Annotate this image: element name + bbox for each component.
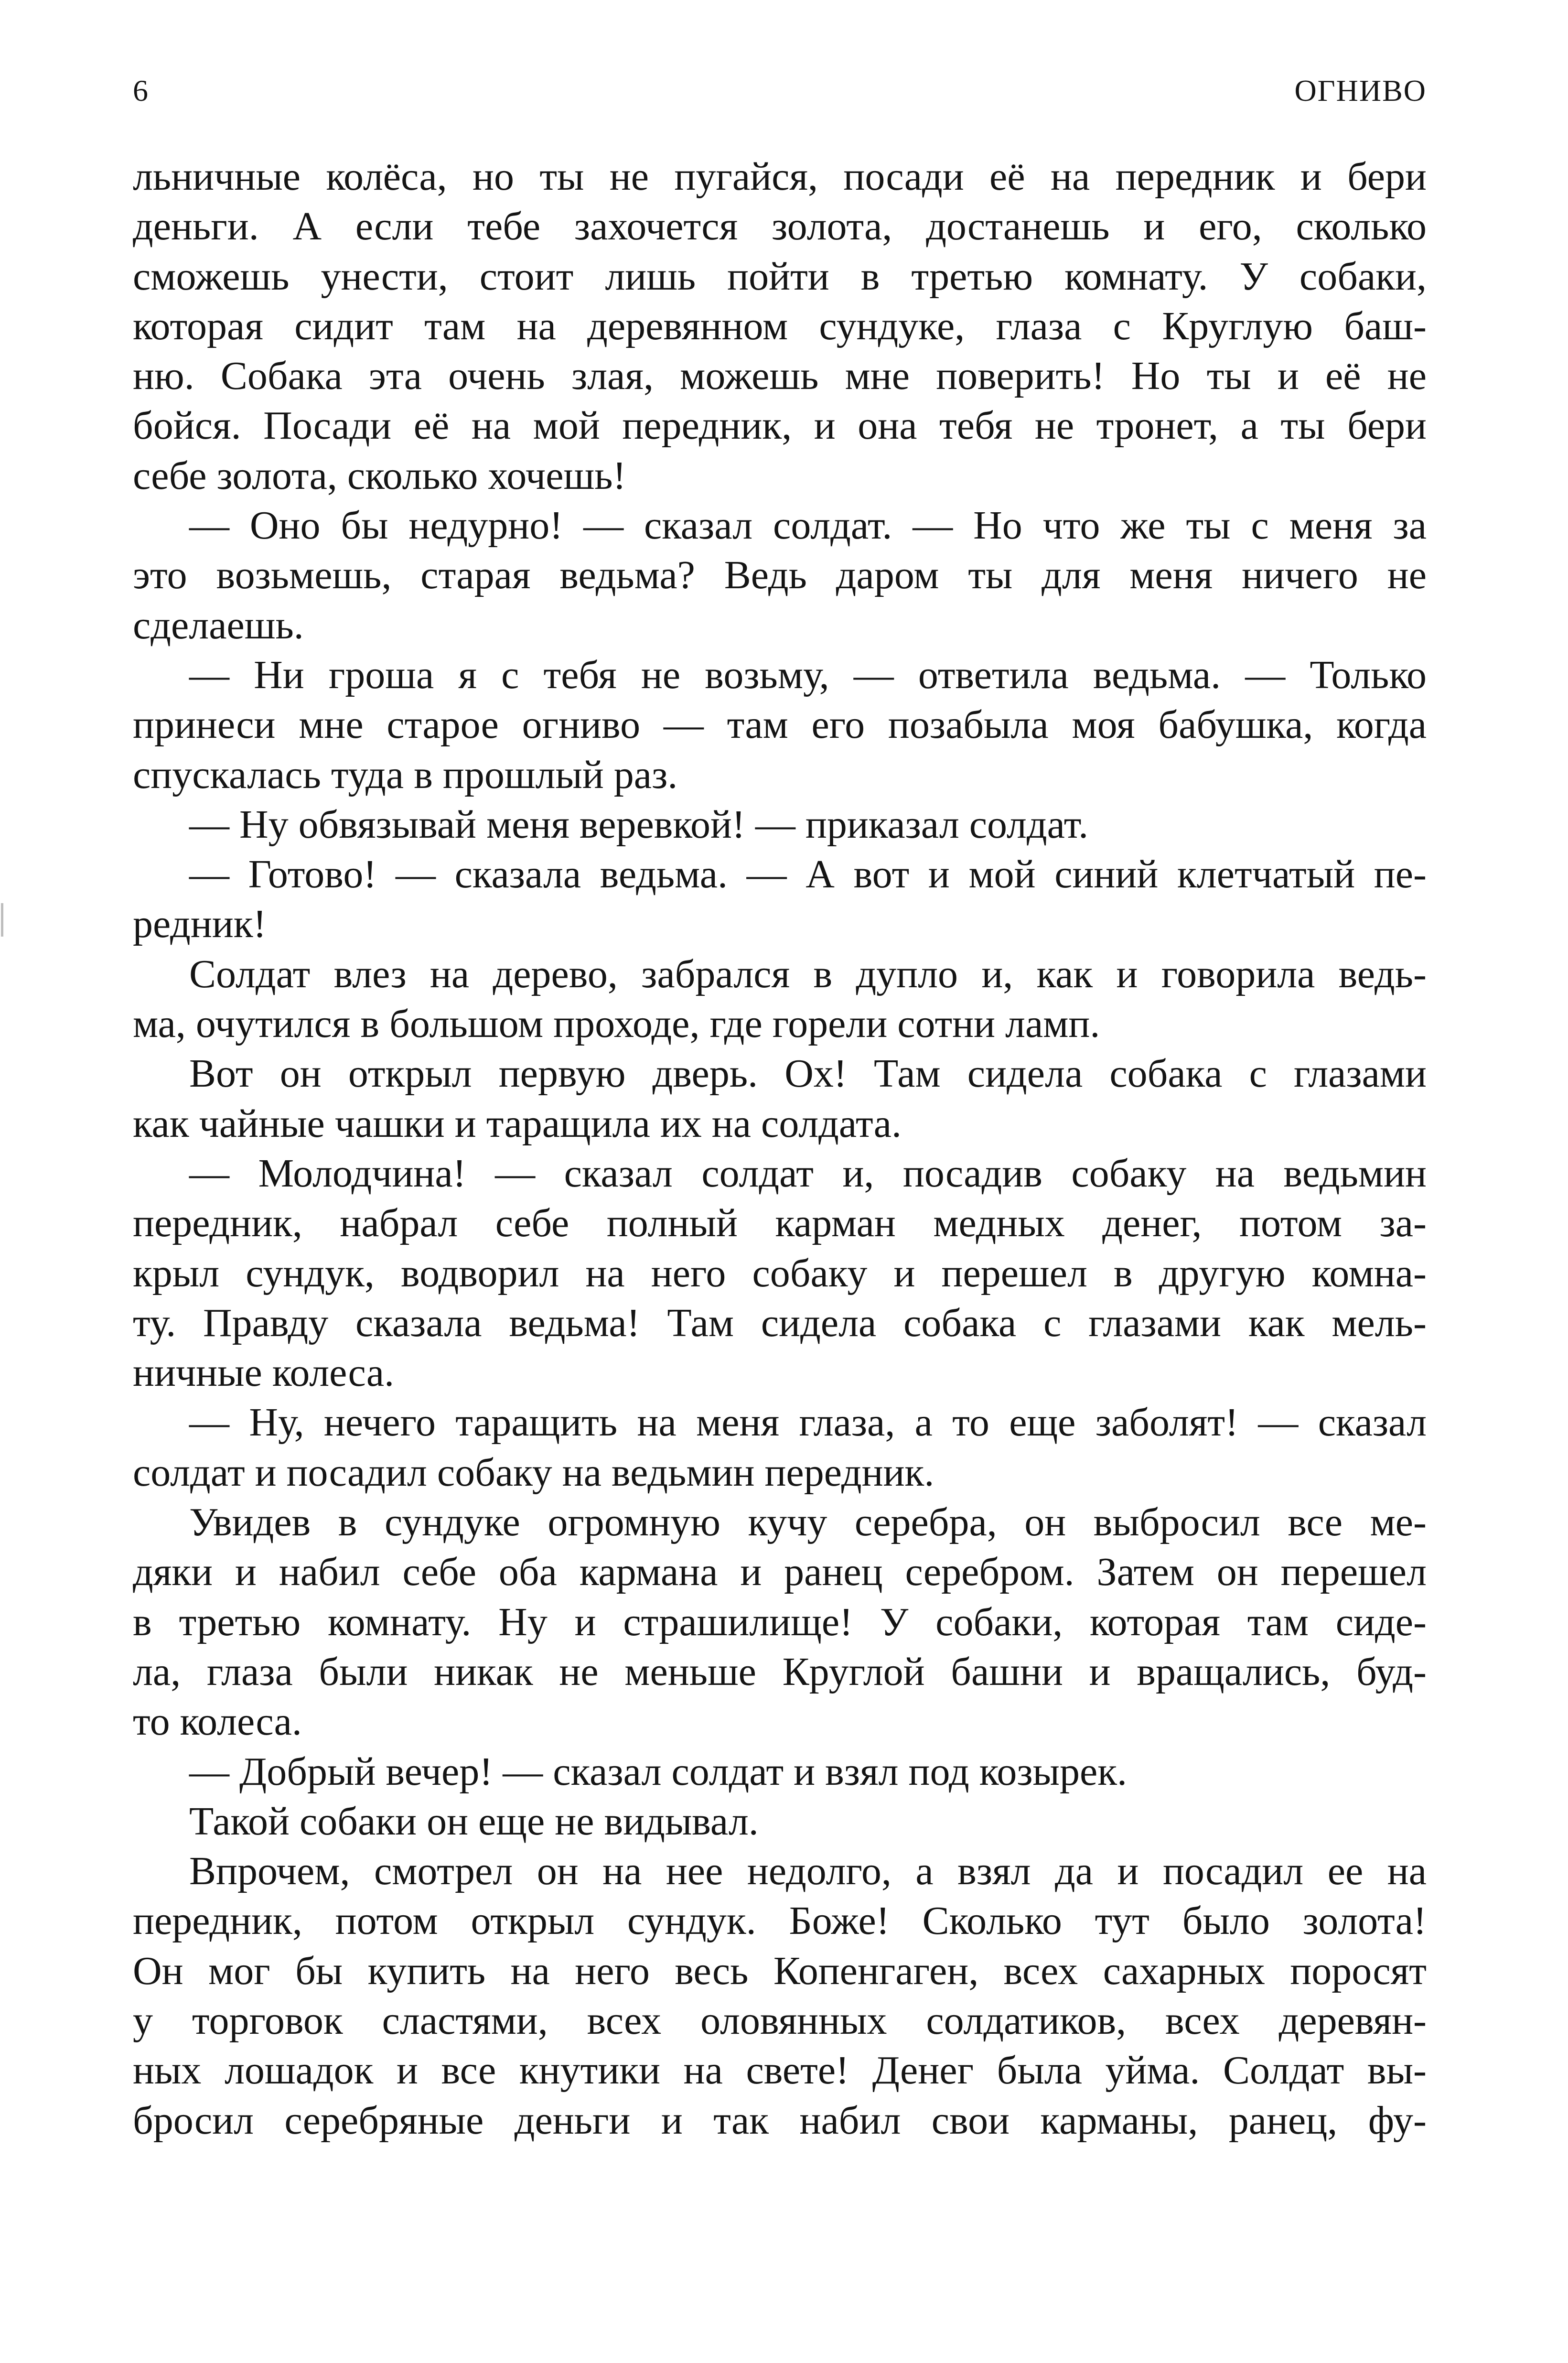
text-line: бросил серебряные деньги и так набил свои карманы, ранец, фу- (133, 2098, 1427, 2143)
text-line: передник, потом открыл сундук. Боже! Сколько тут было золота! (133, 1899, 1427, 1943)
text-line: — Ни гроша я с тебя не возьму, — ответила ведьма. — Только (189, 652, 1427, 697)
text-line: ту. Правду сказала ведьма! Там сидела собака с глазами как мель- (133, 1300, 1427, 1345)
body-text (133, 152, 1427, 2146)
text-line: дяки и набил себе оба кармана и ранец серебром. Затем он перешел (133, 1550, 1427, 1595)
text-line: солдат и посадил собаку на ведьмин передник. (133, 1450, 934, 1495)
page-number: 6 (133, 74, 148, 108)
text-line: льничные колёса, но ты не пугайся, посади её на передник и бери (133, 154, 1427, 199)
text-line: ла, глаза были никак не меньше Круглой башни и вращались, буд- (133, 1649, 1427, 1694)
text-line: у торговок сластями, всех оловянных солдатиков, всех деревян- (133, 1998, 1427, 2043)
text-line: Впрочем, смотрел он на нее недолго, а взял да и посадил ее на (189, 1849, 1427, 1894)
text-line: — Готово! — сказала ведьма. — А вот и мой синий клетчатый пе- (189, 852, 1427, 897)
text-line: себе золота, сколько хочешь! (133, 453, 626, 498)
text-line: — Оно бы недурно! — сказал солдат. — Но что же ты с меня за (189, 503, 1427, 548)
text-line: то колеса. (133, 1699, 302, 1744)
text-line: как чайные чашки и таращила их на солдата. (133, 1101, 902, 1146)
text-line: это возьмешь, старая ведьма? Ведь даром ты для меня ничего не (133, 553, 1427, 598)
text-line: ма, очутился в большом проходе, где горели сотни ламп. (133, 1002, 1100, 1047)
text-line: передник, набрал себе полный карман медных денег, потом за- (133, 1201, 1427, 1246)
text-line: Такой собаки он еще не видывал. (189, 1799, 759, 1844)
text-line: — Ну, нечего таращить на меня глаза, а то еще заболят! — сказал (189, 1400, 1427, 1445)
text-line: Солдат влез на дерево, забрался в дупло и, как и говорила ведь- (189, 951, 1427, 996)
text-line: сможешь унести, стоит лишь пойти в третью комнату. У собаки, (133, 254, 1427, 299)
text-line: Вот он открыл первую дверь. Ох! Там сидела собака с глазами (189, 1051, 1427, 1096)
text-line: в третью комнату. Ну и страшилище! У собаки, которая там сиде- (133, 1599, 1427, 1644)
text-line: деньги. А если тебе захочется золота, достанешь и его, сколько (133, 204, 1427, 249)
text-line: — Добрый вечер! — сказал солдат и взял под козырек. (189, 1749, 1128, 1794)
text-line: — Ну обвязывай меня веревкой! — приказал солдат. (189, 802, 1089, 847)
text-line: ню. Собака эта очень злая, можешь мне поверить! Но ты и её не (133, 354, 1427, 399)
running-title: ОГНИВО (1294, 74, 1427, 108)
text-line: Он мог бы купить на него весь Копенгаген, всех сахарных поросят (133, 1948, 1427, 1993)
text-line: бойся. Посади её на мой передник, и она тебя не тронет, а ты бери (133, 403, 1427, 448)
text-line: которая сидит там на деревянном сундуке, глаза с Круглую баш- (133, 303, 1427, 348)
text-line: крыл сундук, водворил на него собаку и перешел в другую комна- (133, 1251, 1427, 1295)
text-line: Увидев в сундуке огромную кучу серебра, он выбросил все ме- (189, 1500, 1427, 1545)
text-line: сделаешь. (133, 603, 304, 647)
text-line: — Молодчина! — сказал солдат и, посадив собаку на ведьмин (189, 1151, 1427, 1196)
text-line: принеси мне старое огниво — там его позабыла моя бабушка, когда (133, 702, 1427, 747)
text-line: ных лошадок и все кнутики на свете! Денег была уйма. Солдат вы- (133, 2048, 1427, 2093)
scan-edge-mark (1, 903, 3, 937)
text-line: ничные колеса. (133, 1350, 395, 1395)
running-head (133, 65, 1427, 117)
text-line: редник! (133, 902, 267, 947)
text-line: спускалась туда в прошлый раз. (133, 752, 678, 797)
